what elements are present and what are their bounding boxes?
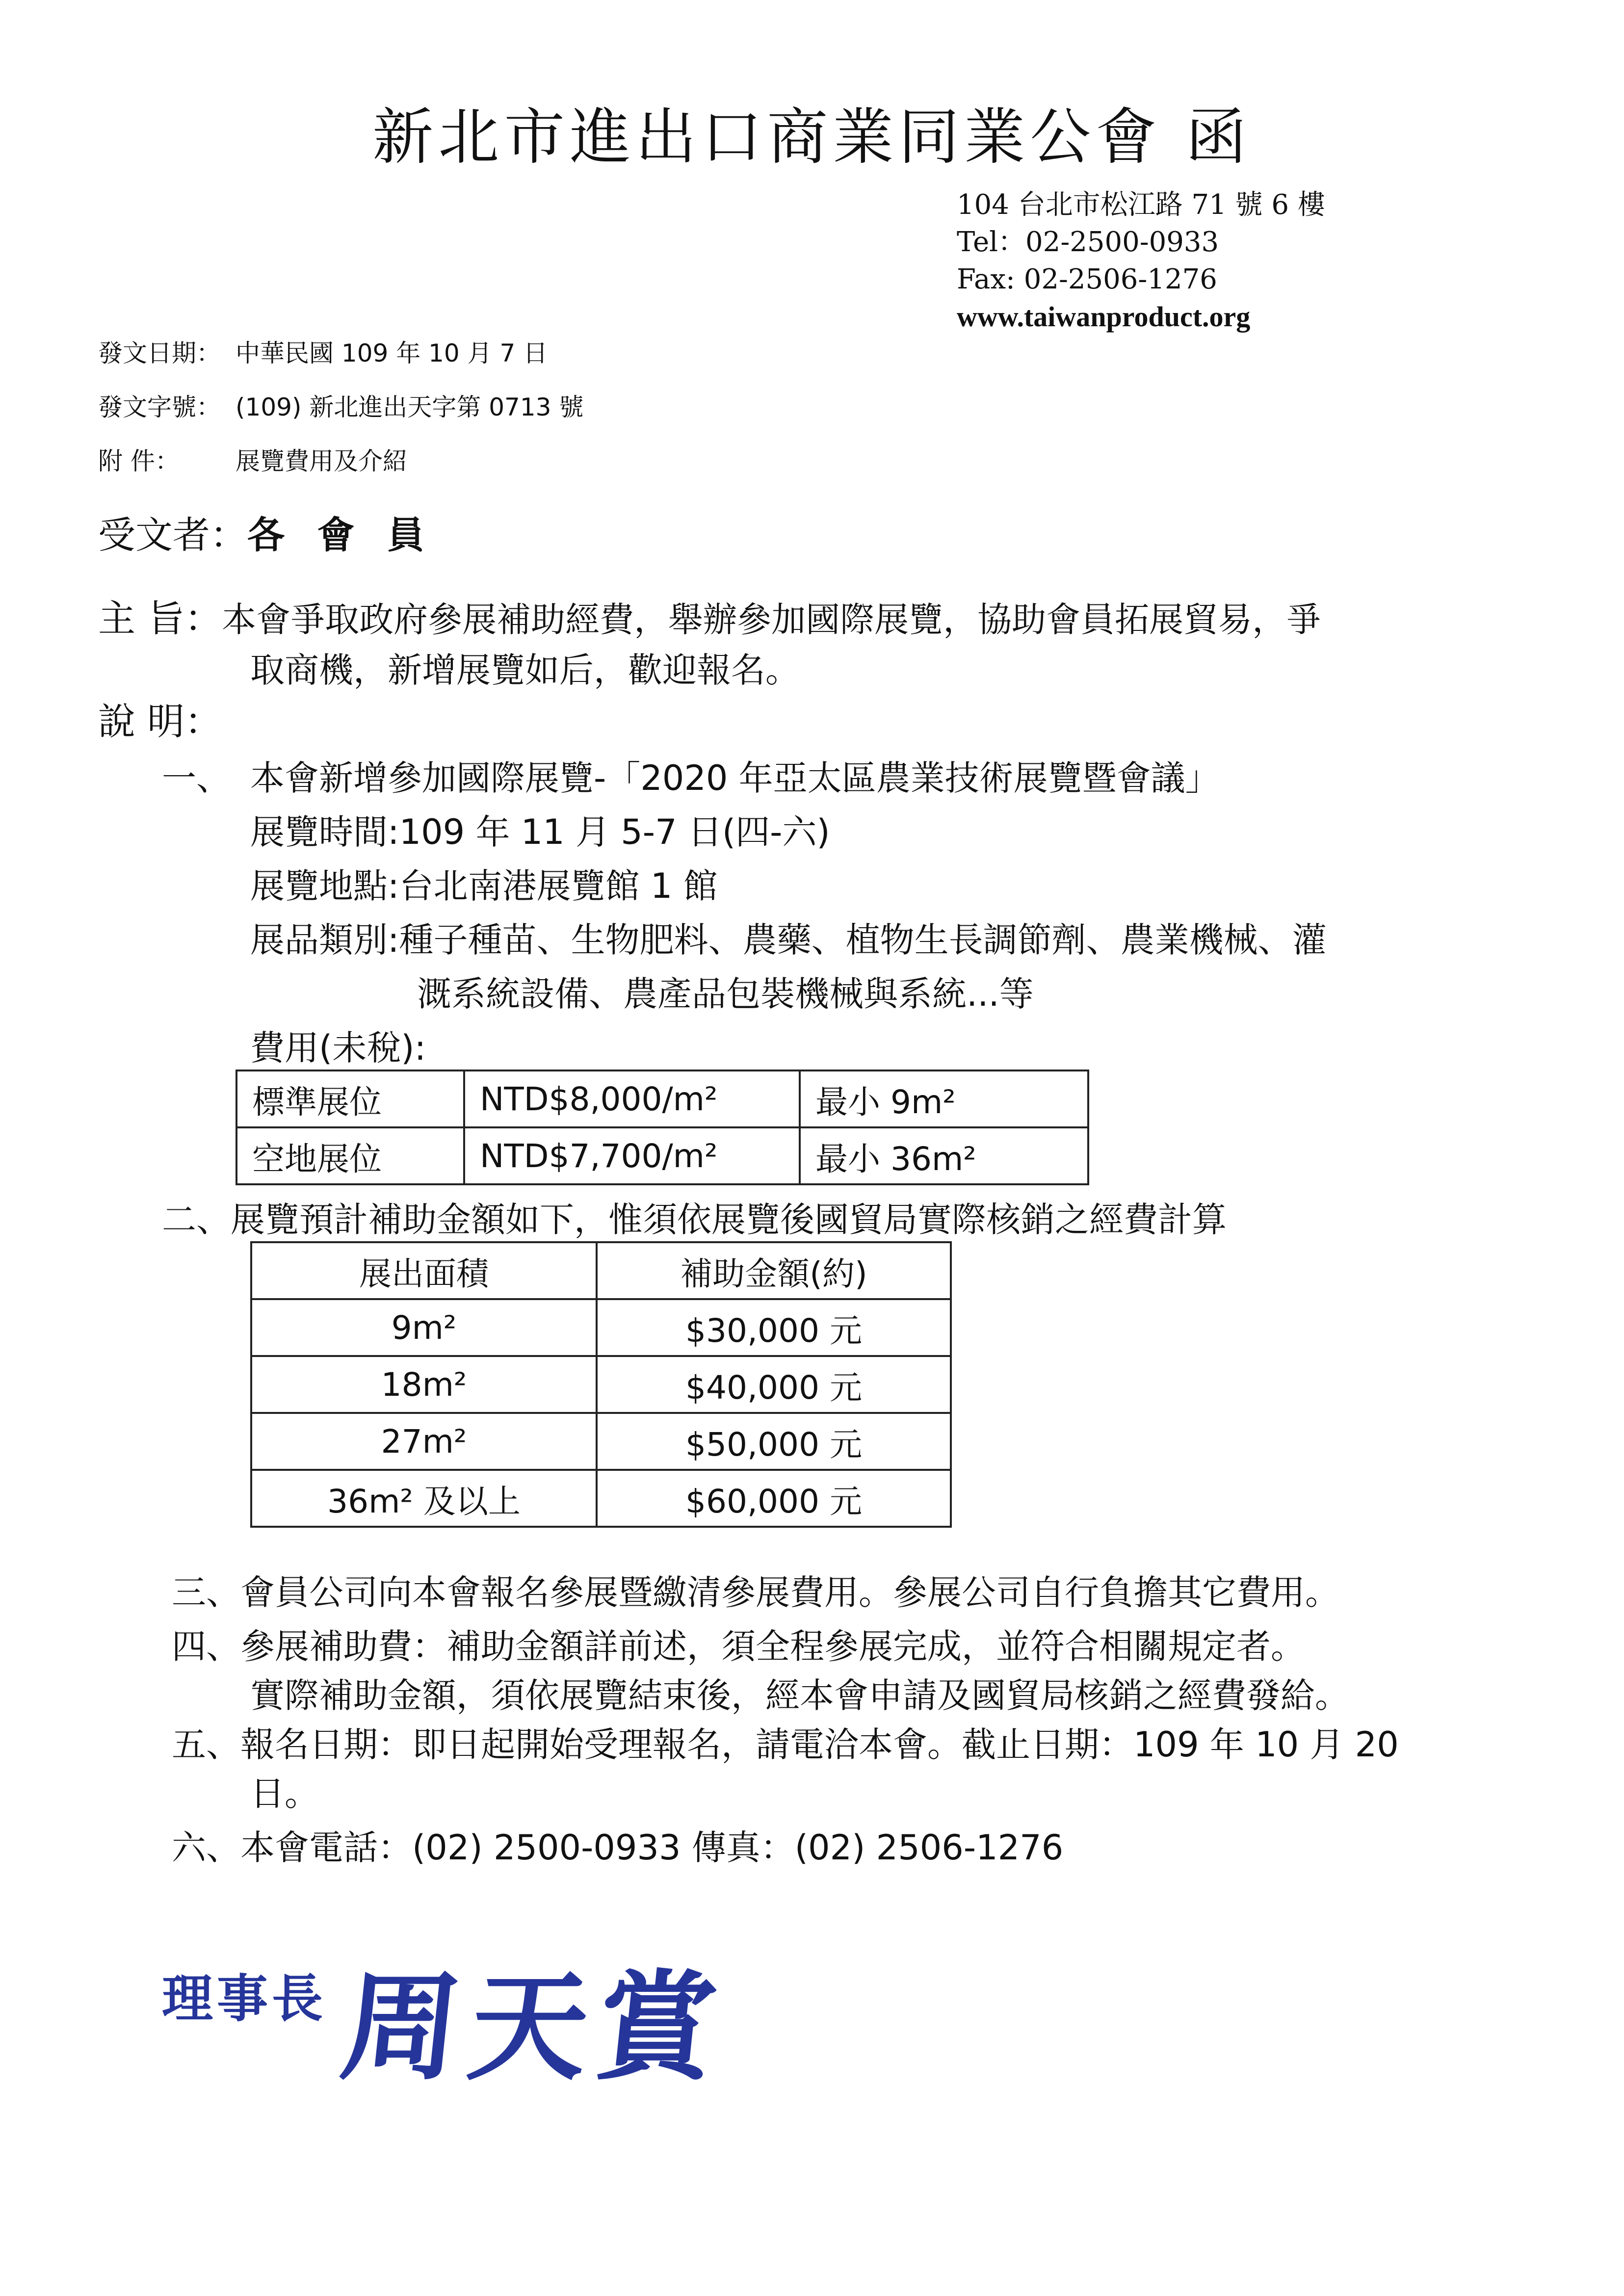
item-3-text: 三、會員公司向本會報名參展暨繳清參展費用。參展公司自行負擔其它費用。 <box>172 1572 1339 1613</box>
contact-block <box>957 186 1325 336</box>
subject-row <box>98 589 1321 642</box>
item-2-text: 二、展覽預計補助金額如下，惟須依展覽後國貿局實際核銷之經費計算 <box>162 1200 1227 1240</box>
reference-row <box>98 388 583 423</box>
table-row <box>236 1127 1088 1184</box>
table-row <box>236 1070 1088 1127</box>
area-cell: 18m² <box>251 1356 597 1413</box>
amount-cell: $30,000 元 <box>597 1299 951 1356</box>
table-header: 展出面積 <box>251 1242 597 1299</box>
amount-cell: $40,000 元 <box>597 1356 951 1413</box>
fee-label: 費用(未稅): <box>250 1028 426 1068</box>
exhibition-time: 展覽時間:109 年 11 月 5-7 日(四-六) <box>250 812 830 852</box>
issue-date-row <box>98 334 548 369</box>
issue-date-value: 中華民國 109 年 10 月 7 日 <box>236 339 548 367</box>
reference-value: (109) 新北進出天字第 0713 號 <box>236 393 584 421</box>
chairman-label: 理事長 <box>162 1968 327 2029</box>
recipient-row <box>98 505 434 559</box>
area-cell: 27m² <box>251 1413 597 1470</box>
fax: Fax: 02-2506-1276 <box>957 263 1217 295</box>
area-cell: 9m² <box>251 1299 597 1356</box>
attachment-value: 展覽費用及介紹 <box>236 447 407 475</box>
issue-date-label: 發文日期： <box>98 339 221 367</box>
table-row <box>251 1299 951 1356</box>
area-cell: 36m² 及以上 <box>251 1470 597 1527</box>
fee-min-cell: 最小 9m² <box>800 1070 1088 1127</box>
tel: Tel：02-2500-0933 <box>957 226 1219 258</box>
subject-line-1: 本會爭取政府參展補助經費，舉辦參加國際展覽，協助會員拓展貿易，爭 <box>222 600 1321 640</box>
item-1-text: 本會新增參加國際展覽-「2020 年亞太區農業技術展覽暨會議」 <box>250 758 1220 798</box>
item-4-line-2: 實際補助金額，須依展覽結束後，經本會申請及國貿局核銷之經費發給。 <box>250 1675 1349 1716</box>
recipient-label: 受文者： <box>98 513 247 557</box>
fee-table <box>236 1070 1089 1185</box>
website-link[interactable]: www.taiwanproduct.org <box>957 301 1251 333</box>
fee-price-cell: NTD$8,000/m² <box>464 1070 800 1127</box>
attachment-label: 附 件： <box>98 447 180 475</box>
attachment-row <box>98 442 407 477</box>
fee-min-cell: 最小 36m² <box>800 1127 1088 1184</box>
item-5-line-1: 五、報名日期：即日起開始受理報名，請電洽本會。截止日期：109 年 10 月 20 <box>172 1724 1399 1765</box>
exhibition-place: 展覽地點:台北南港展覽館 1 館 <box>250 866 718 906</box>
fee-price-cell: NTD$7,700/m² <box>464 1127 800 1184</box>
amount-cell: $60,000 元 <box>597 1470 951 1527</box>
table-header-row <box>251 1242 951 1299</box>
explanation-label: 說 明： <box>98 700 222 743</box>
item-4-line-1: 四、參展補助費：補助金額詳前述，須全程參展完成，並符合相關規定者。 <box>172 1626 1305 1667</box>
address: 104 台北市松江路 71 號 6 樓 <box>957 189 1325 221</box>
subject-line-2: 取商機，新增展覽如后，歡迎報名。 <box>250 650 800 690</box>
document-title: 新北市進出口商業同業公會 函 <box>372 102 1252 173</box>
subject-label: 主 旨： <box>98 597 222 640</box>
table-row <box>251 1413 951 1470</box>
item-1-number: 一、 <box>162 758 231 798</box>
exhibit-category-line-2: 溉系統設備、農產品包裝機械與系統...等 <box>417 974 1034 1014</box>
subsidy-table <box>250 1241 952 1528</box>
amount-cell: $50,000 元 <box>597 1413 951 1470</box>
item-6-text: 六、本會電話：(02) 2500-0933 傳真：(02) 2506-1276 <box>172 1827 1064 1868</box>
recipient-value: 各 會 員 <box>247 513 434 557</box>
reference-label: 發文字號： <box>98 393 221 421</box>
item-5-line-2: 日。 <box>250 1774 319 1814</box>
chairman-signature: 周天賞 <box>335 1958 733 2096</box>
exhibit-category-line-1: 展品類別:種子種苗、生物肥料、農藥、植物生長調節劑、農業機械、灌 <box>250 920 1327 960</box>
fee-type-cell: 空地展位 <box>236 1127 464 1184</box>
fee-type-cell: 標準展位 <box>236 1070 464 1127</box>
table-row <box>251 1356 951 1413</box>
table-row <box>251 1470 951 1527</box>
table-header: 補助金額(約) <box>597 1242 951 1299</box>
